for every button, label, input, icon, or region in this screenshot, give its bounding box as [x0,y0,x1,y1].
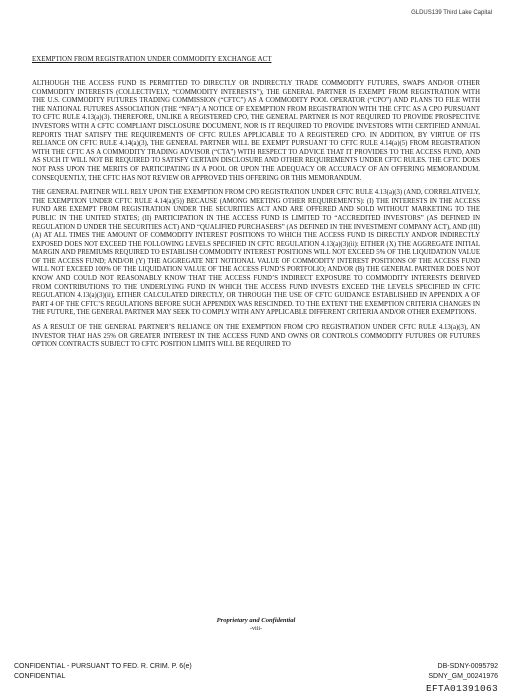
confidentiality-stamp [14,662,192,682]
paragraph-cpo-exemption: ALTHOUGH THE ACCESS FUND IS PERMITTED TO DIRECTLY OR INDIRECTLY TRADE COMMODITY FUTURES, SWAPS AND/OR OTHER COMMODITY INTERESTS (COLLECTIVELY, “COMMODITY INTERESTS”), THE GENERAL PARTNER IS EXEMPT FROM REGISTRATION WITH THE U.S. COMMODITY FUTURES TRADING COMMISSION (“CFTC”) AS A COMMODITY POOL OPERATOR (“CPO”) AND PLANS TO FILE WITH THE NATIONAL FUTURES ASSOCIATION (THE “NFA”) A NOTICE OF EXEMPTION FROM REGISTRATION WITH THE CFTC AS A CPO PURSUANT TO CFTC RULE 4.13(a)(3). THEREFORE, UNLIKE A REGISTERED CPO, THE GENERAL PARTNER IS NOT REQUIRED TO PROVIDE PROSPECTIVE INVESTORS WITH A CFTC COMPLIANT DISCLOSURE DOCUMENT, NOR IS IT REQUIRED TO PROVIDE INVESTORS WITH CERTIFIED ANNUAL REPORTS THAT SATISFY THE REQUIREMENTS OF CFTC RULES APPLICABLE TO A REGISTERED CPO. IN ADDITION, BY VIRTUE OF ITS RELIANCE ON CFTC RULE 4.14(a)(3), THE GENERAL PARTNER WILL BE EXEMPT PURSUANT TO CFTC RULE 4.14(a)(5) FROM REGISTRATION WITH THE CFTC AS A COMMODITY TRADING ADVISOR (“CTA”) WITH RESPECT TO ADVICE THAT IT PROVIDES TO THE ACCESS FUND, AND AS SUCH IT WILL NOT BE REQUIRED TO SATISFY CERTAIN DISCLOSURE AND OTHER REQUIREMENTS UNDER CFTC RULES. THE CFTC DOES NOT PASS UPON THE MERITS OF PARTICIPATING IN A POOL OR UPON THE ADEQUACY OR ACCURACY OF AN OFFERING MEMORANDUM. CONSEQUENTLY, THE CFTC HAS NOT REVIEW OR APPROVED THIS OFFERING OR THIS MEMORANDUM. [32,80,480,182]
bates-number-1: DB-SDNY-0095792 [437,663,498,670]
document-header-reference: GLDUS139 Third Lake Capital [411,10,492,16]
confidentiality-line-1: CONFIDENTIAL - PURSUANT TO FED. R. CRIM. P. 6(e) [14,663,192,670]
paragraph-investor-requirement: AS A RESULT OF THE GENERAL PARTNER’S RELIANCE ON THE EXEMPTION FROM CPO REGISTRATION UNDER CFTC RULE 4.13(a)(3), AN INVESTOR THAT HAS 25% OR GREATER INTEREST IN THE ACCESS FUND AND OWNS OR CONTROLS COMMODITY FUTURES OR FUTURES OPTION CONTRACTS SUBJECT TO CFTC POSITION LIMITS WILL BE REQUIRED TO [32,324,480,349]
document-body [32,80,480,356]
page-number: -viii- [250,626,262,632]
efta-number: EFTA01391063 [425,683,498,694]
section-title: EXEMPTION FROM REGISTRATION UNDER COMMODITY EXCHANGE ACT [32,56,272,63]
confidentiality-line-2: CONFIDENTIAL [14,673,66,680]
proprietary-notice: Proprietary and Confidential [216,617,296,624]
paragraph-exemption-criteria: THE GENERAL PARTNER WILL RELY UPON THE EXEMPTION FROM CPO REGISTRATION UNDER CFTC RULE 4.13(a)(3) (AND, CORRELATIVELY, THE EXEMPTION UNDER CFTC RULE 4.14(a)(5)) BECAUSE (AMONG MEETING OTHER REQUIREMENTS): (I) THE INTERESTS IN THE ACCESS FUND ARE EXEMPT FROM REGISTRATION UNDER THE SECURITIES ACT AND ARE OFFERED AND SOLD WITHOUT MARKETING TO THE PUBLIC IN THE UNITED STATES; (II) PARTICIPATION IN THE ACCESS FUND IS LIMITED TO “ACCREDITED INVESTORS” (AS DEFINED IN REGULATION D UNDER THE SECURITIES ACT) AND “QUALIFIED PURCHASERS” (AS DEFINED IN THE INVESTMENT COMPANY ACT), AND (III) (A) AT ALL TIMES THE AMOUNT OF COMMODITY INTEREST POSITIONS TO WHICH THE ACCESS FUND IS DIRECTLY AND/OR INDIRECTLY EXPOSED DOES NOT EXCEED THE FOLLOWING LEVELS SPECIFIED IN CFTC REGULATION 4.13(a)(3)(ii): EITHER (X) THE AGGREGATE INITIAL MARGIN AND PREMIUMS REQUIRED TO ESTABLISH COMMODITY INTEREST POSITIONS WILL NOT EXCEED 5% OF THE LIQUIDATION VALUE OF THE ACCESS FUND; AND/OR (Y) THE AGGREGATE NET NOTIONAL VALUE OF COMMODITY INTEREST POSITIONS OF THE ACCESS FUND WILL NOT EXCEED 100% OF THE LIQUIDATION VALUE OF THE ACCESS FUND’S PORTFOLIO; AND/OR (B) THE GENERAL PARTNER DOES NOT KNOW AND COULD NOT REASONABLY KNOW THAT THE ACCESS FUND’S INDIRECT EXPOSURE TO COMMODITY INTERESTS DERIVED FROM CONTRIBUTIONS TO THE UNDERLYING FUND IN WHICH THE ACCESS FUND INVESTS EXCEED THE LEVELS SPECIFIED IN CFTC REGULATION 4.13(a)(3)(ii), EITHER CALCULATED DIRECTLY, OR THROUGH THE USE OF CFTC GUIDANCE ESTABLISHED IN APPENDIX A OF PART 4 OF THE CFTC’S REGULATIONS BEFORE SUCH APPENDIX WAS RESCINDED. TO THE EXTENT THE EXEMPTION CRITERIA CHANGES IN THE FUTURE, THE GENERAL PARTNER MAY SEEK TO COMPLY WITH ANY APPLICABLE DIFFERENT CRITERIA AND/OR OTHER EXEMPTIONS. [32,189,480,317]
bates-number-2: SDNY_GM_00241976 [428,673,498,680]
bates-stamp [428,662,498,682]
